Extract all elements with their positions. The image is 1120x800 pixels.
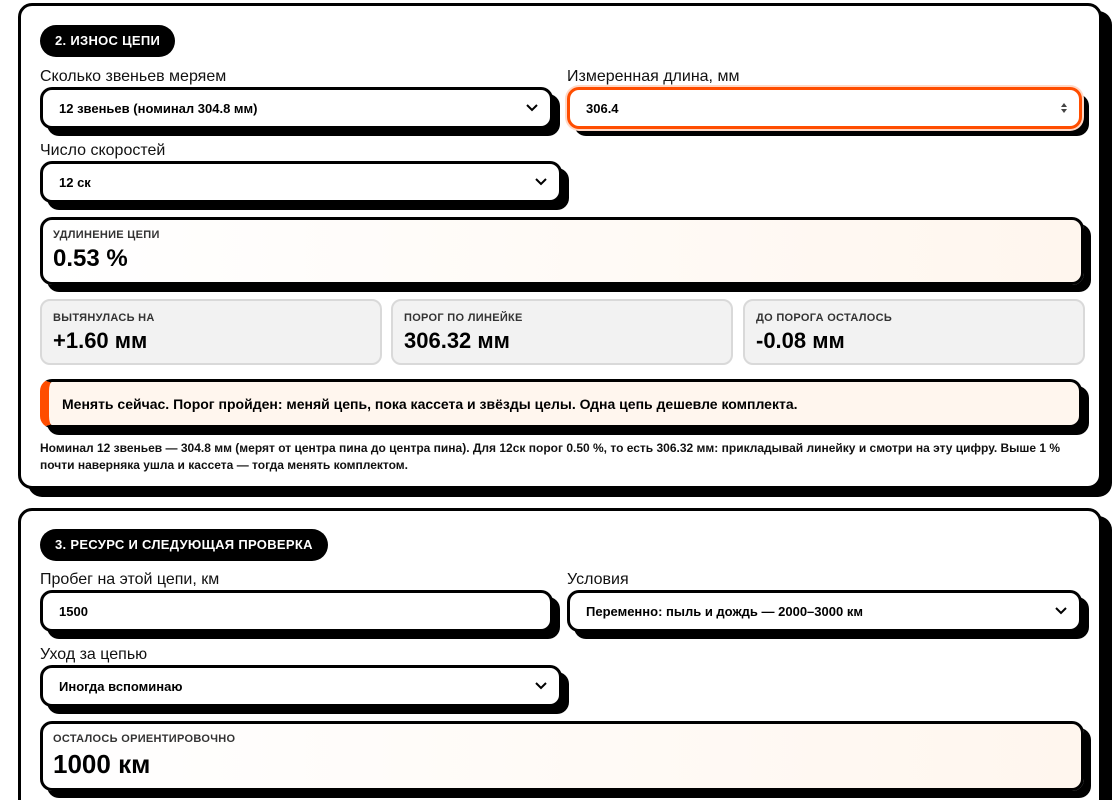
stat-stretched: [40, 299, 382, 365]
chevron-down-icon: [533, 678, 549, 694]
conditions-select[interactable]: [567, 590, 1082, 632]
stat-remaining: [743, 299, 1085, 365]
chain-life-card: [18, 508, 1102, 800]
mileage-input-value: 1500: [59, 603, 88, 619]
chevron-down-icon: [524, 100, 540, 116]
replace-alert: Менять сейчас. Порог пройден: меняй цепь, пока кассета и звёзды целы. Одна цепь дешевле комплекта.: [40, 379, 1082, 428]
conditions-select-value: Переменно: пыль и дождь — 2000–3000 км: [586, 603, 863, 619]
remaining-value: 1000 км: [53, 749, 151, 779]
length-input-value: 306.4: [586, 100, 619, 116]
stat-caption: ДО ПОРОГА ОСТАЛОСЬ: [756, 312, 893, 324]
remaining-result: [40, 721, 1084, 791]
speeds-label: Число скоростей: [40, 142, 166, 159]
links-select-value: 12 звеньев (номинал 304.8 мм): [59, 100, 258, 116]
length-label: Измеренная длина, мм: [567, 68, 740, 85]
stat-value: +1.60 мм: [53, 328, 148, 353]
care-select-value: Иногда вспоминаю: [59, 678, 183, 694]
wear-note: Номинал 12 звеньев — 304.8 мм (мерят от центра пина до центра пина). Для 12ск порог 0.50 %, то есть 306.32 мм: прикладывай линейку и смотри на эту цифру. Выше 1 % почти наверняка ушла и кассета — тогда менять комплектом.: [40, 441, 1061, 472]
chevron-down-icon: [1053, 603, 1069, 619]
stat-caption: ВЫТЯНУЛАСЬ НА: [53, 312, 155, 324]
elongation-value: 0.53 %: [53, 245, 128, 272]
stat-value: -0.08 мм: [756, 328, 845, 353]
section-title-life: 3. РЕСУРС И СЛЕДУЮЩАЯ ПРОВЕРКА: [40, 529, 328, 561]
section-title-wear: 2. ИЗНОС ЦЕПИ: [40, 25, 175, 57]
chain-wear-card: [18, 3, 1102, 489]
care-label: Уход за цепью: [40, 646, 148, 663]
spinner-icon[interactable]: [1059, 100, 1069, 116]
elongation-caption: УДЛИНЕНИЕ ЦЕПИ: [53, 229, 160, 241]
links-label: Сколько звеньев меряем: [40, 68, 227, 85]
elongation-result: [40, 217, 1084, 285]
chevron-down-icon: [533, 174, 549, 190]
stat-value: 306.32 мм: [404, 328, 510, 353]
stat-caption: ПОРОГ ПО ЛИНЕЙКЕ: [404, 312, 523, 324]
care-select[interactable]: [40, 665, 562, 707]
speeds-select-value: 12 ск: [59, 174, 91, 190]
conditions-label: Условия: [567, 571, 629, 588]
length-input[interactable]: [567, 87, 1082, 129]
mileage-label: Пробег на этой цепи, км: [40, 571, 220, 588]
remaining-caption: ОСТАЛОСЬ ОРИЕНТИРОВОЧНО: [53, 733, 236, 745]
stat-threshold: [391, 299, 733, 365]
mileage-input[interactable]: [40, 590, 553, 632]
speeds-select[interactable]: [40, 161, 562, 203]
links-select[interactable]: [40, 87, 553, 129]
